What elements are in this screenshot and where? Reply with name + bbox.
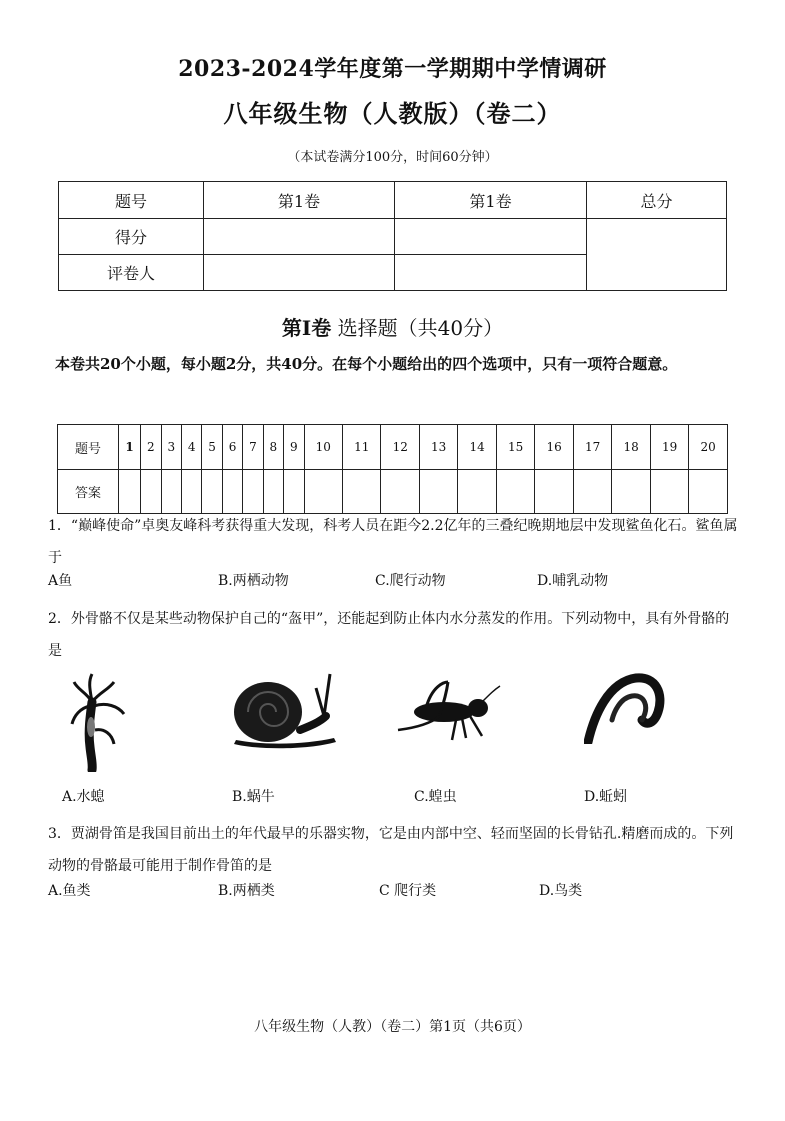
answer-cell-7[interactable] [243,470,263,514]
score-header-total: 总分 [587,182,727,219]
answer-cell-5[interactable] [202,470,222,514]
answer-cell-17[interactable] [573,470,611,514]
answer-number-7: 7 [243,425,263,470]
answer-cell-8[interactable] [263,470,283,514]
q1-option-b[interactable]: B.两栖动物 [218,573,289,589]
answer-table-num-label: 题号 [58,425,119,470]
question-3-options [48,880,743,912]
answer-cell-12[interactable] [381,470,419,514]
answer-cell-13[interactable] [419,470,457,514]
q2-option-d[interactable]: D.蚯蚓 [584,789,628,805]
grader-cell[interactable] [204,255,395,291]
answer-cell-1[interactable] [119,470,141,514]
answer-table [57,424,728,514]
answer-table-ans-label: 答案 [58,470,119,514]
answer-cell-3[interactable] [161,470,181,514]
score-cell[interactable] [204,219,395,255]
grasshopper-image [396,680,501,742]
answer-cell-11[interactable] [342,470,380,514]
answer-cell-16[interactable] [535,470,573,514]
answer-number-2: 2 [141,425,161,470]
answer-number-13: 13 [419,425,457,470]
answer-number-9: 9 [284,425,304,470]
answer-number-11: 11 [342,425,380,470]
section-instructions: 本卷共20个小题，每小题2分，共40分。在每个小题给出的四个选项中，只有一项符合题意。 [55,355,678,373]
answer-number-8: 8 [263,425,283,470]
question-2: 2．外骨骼不仅是某些动物保护自己的“盔甲”，还能起到防止体内水分蒸发的作用。下列动物中，具有外骨骼的是 [48,611,730,659]
q1-option-d[interactable]: D.哺乳动物 [537,573,609,589]
answer-number-6: 6 [222,425,242,470]
grader-cell[interactable] [395,255,587,291]
answer-number-10: 10 [304,425,342,470]
snail-image [228,670,338,750]
score-table [58,181,727,291]
answer-cell-6[interactable] [222,470,242,514]
grader-row-label: 评卷人 [59,255,204,291]
question-3: 3．贾湖骨笛是我国目前出土的年代最早的乐器实物，它是由内部中空、轻而坚固的长骨钻孔.精磨而成的。下列动物的骨骼最可能用于制作骨笛的是 [48,826,734,874]
q2-option-c[interactable]: C.蝗虫 [414,789,457,805]
answer-number-18: 18 [612,425,650,470]
answer-number-12: 12 [381,425,419,470]
answer-cell-2[interactable] [141,470,161,514]
total-score-cell[interactable] [587,219,727,291]
score-header-part1: 第1卷 [204,182,395,219]
score-cell[interactable] [395,219,587,255]
answer-number-1: 1 [119,425,141,470]
q3-option-a[interactable]: A.鱼类 [48,883,91,899]
answer-number-14: 14 [458,425,496,470]
q3-option-c[interactable]: C 爬行类 [379,883,437,899]
answer-number-16: 16 [535,425,573,470]
question-1-options [48,570,743,602]
answer-cell-9[interactable] [284,470,304,514]
q2-option-a[interactable]: A.水螅 [62,789,105,805]
exam-title: 2023-2024学年度第一学期期中学情调研 [178,56,607,82]
section-title [0,312,785,341]
answer-number-19: 19 [650,425,688,470]
section-title-bold: 第Ⅰ卷 [281,316,332,340]
page-footer: 八年级生物（人教）（卷二）第1页（共6页） [254,1019,531,1035]
q3-option-d[interactable]: D.鸟类 [539,883,583,899]
q2-option-b[interactable]: B.蜗牛 [232,789,275,805]
score-row-label: 得分 [59,219,204,255]
answer-cell-20[interactable] [689,470,728,514]
section-title-rest: 选择题（共40分） [331,316,504,340]
score-header-num: 题号 [59,182,204,219]
score-header-part2: 第1卷 [395,182,587,219]
answer-cell-18[interactable] [612,470,650,514]
q3-option-b[interactable]: B.两栖类 [218,883,275,899]
earthworm-image [584,672,669,744]
answer-number-5: 5 [202,425,222,470]
answer-cell-15[interactable] [496,470,534,514]
answer-number-4: 4 [181,425,201,470]
answer-number-3: 3 [161,425,181,470]
q1-option-c[interactable]: C.爬行动物 [375,573,446,589]
answer-cell-19[interactable] [650,470,688,514]
answer-cell-14[interactable] [458,470,496,514]
question-1: 1．“巅峰使命”卓奥友峰科考获得重大发现，科考人员在距今2.2亿年的三叠纪晚期地层中发现鲨鱼化石。鲨鱼属于 [48,518,738,566]
answer-number-20: 20 [689,425,728,470]
answer-cell-10[interactable] [304,470,342,514]
exam-subtitle-title: 八年级生物（人教版）（卷二） [223,99,562,128]
answer-number-17: 17 [573,425,611,470]
answer-cell-4[interactable] [181,470,201,514]
hydra-image [68,672,128,772]
answer-number-15: 15 [496,425,534,470]
exam-info: （本试卷满分100分，时间60分钟） [287,150,498,165]
q1-option-a[interactable]: A鱼 [48,573,73,589]
